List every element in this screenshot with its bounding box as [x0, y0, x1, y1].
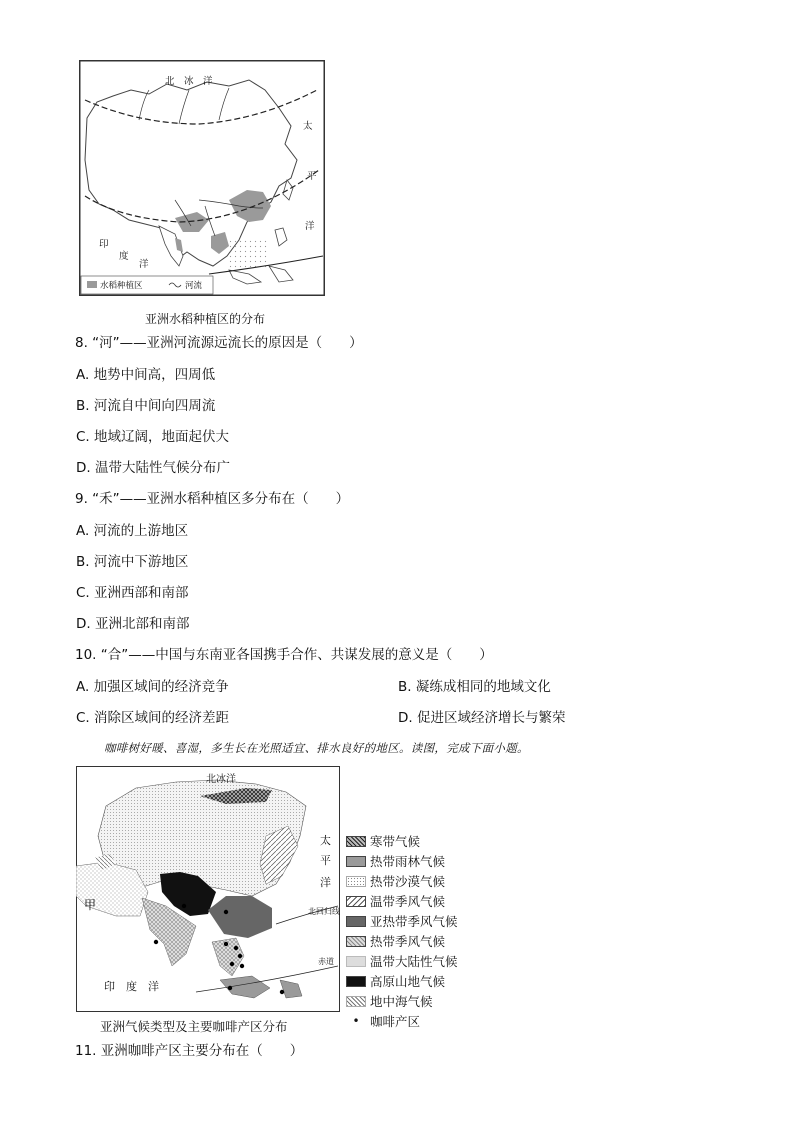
map2-indian-label: 印 度 洋	[104, 980, 159, 993]
legend-desert-swatch	[346, 876, 366, 887]
legend-desert	[346, 872, 445, 890]
q9-option-c[interactable]: C. 亚洲西部和南部	[76, 585, 189, 601]
legend-subtropical-monsoon-label: 亚热带季风气候	[370, 914, 458, 929]
rice-map-svg	[79, 60, 325, 296]
q11-stem: 11. 亚洲咖啡产区主要分布在（ ）	[75, 1043, 304, 1059]
climate-legend	[346, 832, 546, 1032]
map1-legend-rice: 水稻种植区	[100, 281, 143, 291]
coffee-intro: 咖啡树好暖、喜湿，多生长在光照适宜、排水良好的地区。读图，完成下面小题。	[104, 741, 529, 755]
q10-stem: 10. “合”——中国与东南亚各国携手合作、共谋发展的意义是（ ）	[75, 647, 493, 663]
q9-option-b[interactable]: B. 河流中下游地区	[76, 554, 189, 570]
q9-option-a[interactable]: A. 河流的上游地区	[76, 523, 189, 539]
legend-rainforest	[346, 852, 445, 870]
q10-option-a[interactable]: A. 加强区域间的经济竞争	[76, 679, 229, 695]
legend-desert-label: 热带沙漠气候	[370, 874, 446, 889]
legend-continental	[346, 952, 458, 970]
legend-temperate-monsoon	[346, 892, 445, 910]
map1-pacific-label-3: 洋	[305, 221, 315, 232]
legend-continental-swatch	[346, 956, 366, 967]
legend-cold	[346, 832, 420, 850]
legend-mediterranean-swatch	[346, 996, 366, 1007]
map1-indian-label-1: 印	[99, 239, 109, 250]
legend-coffee-label: 咖啡产区	[370, 1014, 421, 1029]
legend-tropical-monsoon-label: 热带季风气候	[370, 934, 446, 949]
map1-arctic-ocean-label: 北 冰 洋	[165, 76, 213, 87]
map1-pacific-label-1: 太	[303, 121, 313, 132]
legend-rice-swatch	[87, 281, 97, 288]
legend-subtropical-monsoon-swatch	[346, 916, 366, 927]
legend-rainforest-swatch	[346, 856, 366, 867]
map1-caption: 亚洲水稻种植区的分布	[145, 312, 266, 326]
legend-cold-swatch	[346, 836, 366, 847]
legend-cold-label: 寒带气候	[370, 834, 421, 849]
legend-coffee	[346, 1012, 420, 1030]
q9-option-d[interactable]: D. 亚洲北部和南部	[76, 616, 190, 632]
map1-indian-label-2: 度	[119, 251, 129, 262]
map1-pacific-label-2: 平	[307, 171, 317, 182]
rice-map	[79, 60, 325, 296]
map2-equator-label: 赤道	[318, 957, 334, 966]
map2-pacific-label-3: 洋	[320, 876, 331, 889]
climate-map-svg	[76, 766, 340, 1012]
legend-highland-label: 高原山地气候	[370, 974, 446, 989]
q8-option-b[interactable]: B. 河流自中间向四周流	[76, 398, 216, 414]
map1-indian-label-3: 洋	[139, 259, 149, 270]
climate-map	[76, 766, 340, 1012]
map2-arctic-label: 北冰洋	[206, 774, 236, 785]
legend-subtropical-monsoon	[346, 912, 458, 930]
q8-option-d[interactable]: D. 温带大陆性气候分布广	[76, 460, 230, 476]
map2-caption: 亚洲气候类型及主要咖啡产区分布	[100, 1019, 288, 1034]
q10-option-d[interactable]: D. 促进区域经济增长与繁荣	[398, 710, 566, 726]
legend-tropical-monsoon	[346, 932, 445, 950]
q9-stem: 9. “禾”——亚洲水稻种植区多分布在（ ）	[75, 491, 350, 507]
map1-legend-river: 河流	[185, 281, 203, 291]
q8-option-a[interactable]: A. 地势中间高，四周低	[76, 367, 216, 383]
legend-rainforest-label: 热带雨林气候	[370, 854, 446, 869]
legend-temperate-monsoon-label: 温带季风气候	[370, 894, 446, 909]
legend-mediterranean-label: 地中海气候	[370, 994, 433, 1009]
map2-jia-label: 甲	[84, 898, 97, 912]
map2-tropic-label: 北回归线	[308, 907, 340, 916]
legend-tropical-monsoon-swatch	[346, 936, 366, 947]
legend-highland	[346, 972, 445, 990]
map2-pacific-label-2: 平	[320, 854, 331, 867]
legend-coffee-dot-icon: •	[352, 1014, 360, 1028]
q8-option-c[interactable]: C. 地域辽阔，地面起伏大	[76, 429, 230, 445]
q10-option-c[interactable]: C. 消除区域间的经济差距	[76, 710, 230, 726]
legend-continental-label: 温带大陆性气候	[370, 954, 458, 969]
q8-stem: 8. “河”——亚洲河流源远流长的原因是（ ）	[75, 335, 363, 351]
legend-highland-swatch	[346, 976, 366, 987]
legend-mediterranean	[346, 992, 433, 1010]
legend-temperate-monsoon-swatch	[346, 896, 366, 907]
map2-pacific-label-1: 太	[320, 834, 331, 847]
q10-option-b[interactable]: B. 凝练成相同的地域文化	[398, 679, 551, 695]
